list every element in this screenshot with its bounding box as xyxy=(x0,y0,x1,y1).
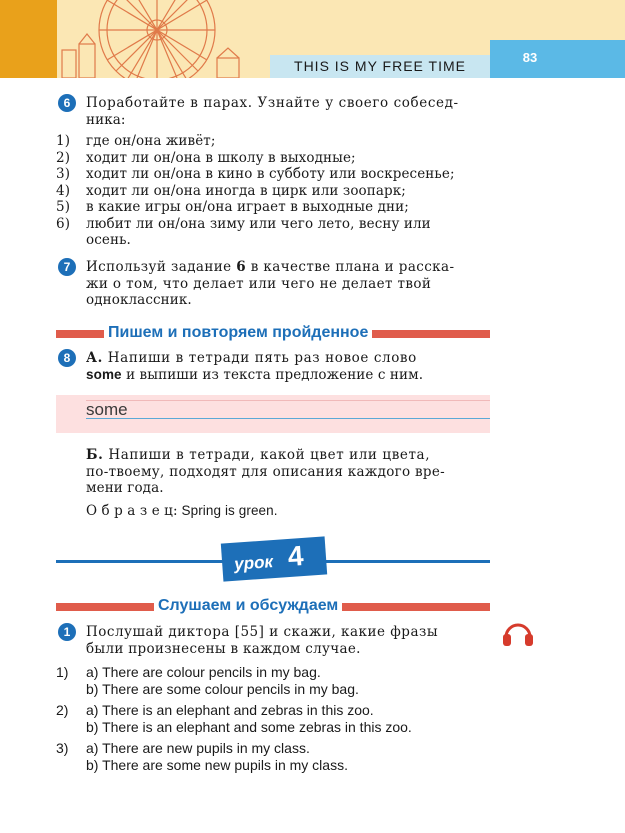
sample-text: Spring is green. xyxy=(177,503,278,518)
lesson-number: 4 xyxy=(286,539,305,572)
task7-text xyxy=(86,259,496,309)
list-item-number: 2) xyxy=(56,149,71,166)
option-a: a) There are colour pencils in my bag. xyxy=(86,664,321,680)
task8-a-text xyxy=(86,350,496,383)
task6-intro-line2: ника: xyxy=(86,111,126,128)
section-header-writing xyxy=(56,325,490,343)
task8-a-line1-text: Напиши в тетради пять раз новое слово xyxy=(102,350,417,366)
task8-a-label: А. xyxy=(86,350,103,366)
header-orange-block xyxy=(0,0,57,78)
writing-topline xyxy=(86,400,490,401)
list-item-number: 2) xyxy=(56,702,69,718)
list-item-number: 1) xyxy=(56,664,69,680)
section-title: Пишем и повторяем пройденное xyxy=(104,324,372,342)
list-item-text: в какие игры он/она играет в выходные дни; xyxy=(86,199,409,215)
task1-text xyxy=(86,624,496,657)
writing-baseline xyxy=(86,418,490,419)
task8-new-word: some xyxy=(86,366,122,382)
list-item xyxy=(0,740,625,778)
list-item-text: ходит ли он/она в кино в субботу или воскресенье; xyxy=(86,166,455,182)
option-b: b) There are some colour pencils in my bag. xyxy=(86,681,359,697)
task8-a-line2 xyxy=(86,367,496,384)
task8-b-line1 xyxy=(86,447,496,464)
list-item xyxy=(0,216,625,233)
list-item-continuation xyxy=(0,232,625,249)
task1-line1: Послушай диктора [55] и скажи, какие фразы xyxy=(86,624,439,640)
header-title: THIS IS MY FREE TIME xyxy=(294,58,466,74)
list-item xyxy=(0,702,625,740)
task8-b-line1-text: Напиши в тетради, какой цвет или цвета, xyxy=(103,447,431,463)
headphones-icon xyxy=(501,617,535,651)
option-a: a) There are new pupils in my class. xyxy=(86,740,310,756)
task8-b-text xyxy=(86,447,496,497)
list-item xyxy=(0,166,625,183)
list-item-number: 1) xyxy=(56,133,71,149)
task1-line2: были произнесены в каждом случае. xyxy=(86,640,361,657)
list-item-number: 3) xyxy=(56,166,71,182)
sample-label: О б р а з е ц: xyxy=(86,503,178,519)
task-number-badge: 8 xyxy=(58,349,76,367)
list-item xyxy=(0,199,625,216)
list-item xyxy=(0,150,625,167)
option-a: a) There is an elephant and zebras in this zoo. xyxy=(86,702,374,718)
task6-intro xyxy=(86,95,496,128)
task8-a-line1 xyxy=(86,350,496,367)
list-item-number: 4) xyxy=(56,182,71,199)
list-item-text: где он/она живёт; xyxy=(86,133,216,149)
task7-line3: одноклассник. xyxy=(86,292,192,308)
list-item-text: ходит ли он/она в школу в выходные; xyxy=(86,149,356,166)
task7-line1-part: в качестве плана и расска- xyxy=(246,259,455,275)
task8-a-line2-text: и выпиши из текста предложение с ним. xyxy=(121,366,424,383)
task8-sample xyxy=(86,503,278,520)
task6-list xyxy=(0,133,625,249)
task-number-badge: 1 xyxy=(58,623,76,641)
option-b: b) There are some new pupils in my class. xyxy=(86,757,348,773)
list-item-text: любит ли он/она зиму или чего лето, весну или xyxy=(86,215,431,232)
writing-sample: some xyxy=(86,400,128,419)
list-item xyxy=(0,133,625,150)
task1-list xyxy=(0,664,625,778)
list-item-text: осень. xyxy=(86,232,131,248)
section-header-listening xyxy=(56,598,490,616)
task7-bold-ref: 6 xyxy=(236,259,247,275)
list-item xyxy=(0,183,625,200)
task8-b-label: Б. xyxy=(86,447,104,463)
option-b: b) There is an elephant and some zebras in this zoo. xyxy=(86,719,412,735)
task7-line1 xyxy=(86,259,496,276)
list-item-text: ходит ли он/она иногда в цирк или зоопарк; xyxy=(86,182,406,199)
task6-intro-line1: Поработайте в парах. Узнайте у своего собесед- xyxy=(86,95,459,111)
task7-line2: жи о том, что делает или чего не делает твой xyxy=(86,275,432,292)
page-number: 83 xyxy=(522,50,538,65)
task7-line1-part: Используй задание xyxy=(86,259,237,275)
section-title: Слушаем и обсуждаем xyxy=(154,597,342,615)
lesson-label: урок xyxy=(233,552,274,574)
list-item-number: 3) xyxy=(56,740,69,756)
task-number-badge: 7 xyxy=(58,258,76,276)
writing-strip xyxy=(56,395,490,433)
task8-b-line3: мени года. xyxy=(86,480,164,496)
list-item xyxy=(0,664,625,702)
task8-b-line2: по-твоему, подходят для описания каждого вре- xyxy=(86,463,446,480)
header-cream-right xyxy=(490,0,625,40)
list-item-number: 5) xyxy=(56,199,71,215)
lesson-badge xyxy=(221,536,327,581)
task-number-badge: 6 xyxy=(58,94,76,112)
list-item-number: 6) xyxy=(56,215,71,232)
